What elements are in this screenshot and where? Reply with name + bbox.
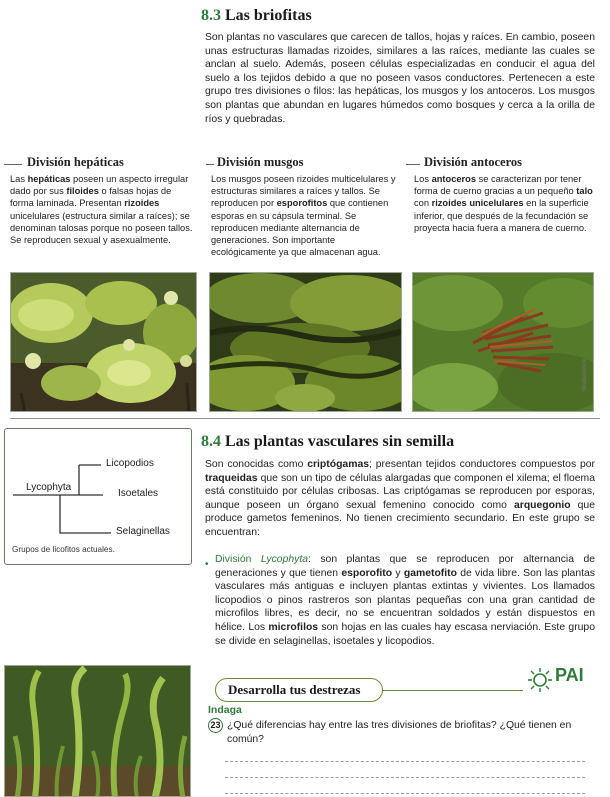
answer-line-1[interactable] <box>225 748 585 762</box>
section-number: 8.3 <box>201 7 221 24</box>
briofitas-paragraph: Son plantas no vasculares que carecen de tallos, hojas y raíces. En cambio, poseen unas estructuras llamadas rizoides, similares a las raíces, mediante las cuales se anclan al suelo. Además, poseen células especializadas en conducir el agua del suelo a los tejidos debido a que no poseen vasos conductores. Pertenecen a este grupo tres divisiones o filos: las hepáticas, los musgos y los antoceros. Los musgos son plantas que abundan en lugares húmedos como bosques y cerca a la orilla de ríos y quebradas. <box>205 32 595 125</box>
antoceros-heading-rule <box>406 157 602 171</box>
hepaticas-heading: División hepáticas <box>27 155 124 169</box>
skills-sub: Indaga <box>208 704 242 716</box>
lycophyta-photo <box>4 665 191 797</box>
musgos-photo <box>209 272 402 412</box>
section-title-text: Las plantas vasculares sin semilla <box>225 433 455 450</box>
antoceros-photo <box>412 272 594 412</box>
lycophyta-diagram <box>4 428 192 565</box>
answer-line-2[interactable] <box>225 764 585 778</box>
antoceros-text: Los antoceros se caracterizan por tener forma de cuerno gracias a un pequeño talo con rizoides unicelulares en la superficie inferior, que después de la fecundación se proyecta hacia fuera a manera de cuerno. <box>414 174 593 233</box>
section-number: 8.4 <box>201 433 221 450</box>
tree-root-label: Lycophyta <box>26 482 72 493</box>
tree-leaf-licopodios: Licopodios <box>106 458 154 469</box>
antoceros-heading: División antoceros <box>424 155 523 169</box>
sun-icon <box>527 667 553 693</box>
question-number: 23 <box>208 718 223 733</box>
photo-credit: Shutterstock <box>582 358 588 392</box>
skills-heading: Desarrolla tus destrezas <box>228 682 361 697</box>
musgos-heading-rule <box>206 157 396 171</box>
musgos-text: Los musgos poseen rizoides multicelulares y estructuras similares a raíces y tallos. Se reproducen por esporofitos que contienen esporas en su cápsula terminal. Se reproducen mediante alternancia de generaciones. Son importante ecológicamente ya que almacenan agua. <box>211 174 396 258</box>
hepaticas-text: Las hepáticas poseen un aspecto irregular dado por sus filoides o falsas hojas de forma laminada. Presentan rizoides unicelulares (estructura similar a raíces); se denominan talosas porque no poseen tallos. Se reproducen sexual y asexualmente. <box>10 174 193 246</box>
hepaticas-heading-rule <box>4 157 192 171</box>
skills-heading-line <box>383 690 523 691</box>
section-8-3-title <box>201 7 312 25</box>
lycophyta-bullet: División Lycophyta: son plantas que se reproducen por alternancia de generaciones y que tienen esporofito y gametofito de vida libre. Son las plantas vasculares más antiguas e incluyen plantas extintas y vivientes. Los llamados licopodios o pinos rastreros son plantas pequeñas con una gran cantidad de microfilos libres, es decir, no se encuentran soldados y están dispuestos en hélice. Los microfilos son hojas en las cuales hay escasa nerviación. Este grupo se divide en selaginellas, isoetales y licopodios. <box>215 554 595 647</box>
answer-line-3[interactable] <box>225 780 585 794</box>
pai-logo-text: PAI <box>555 665 584 685</box>
vasculares-paragraph: Son conocidas como criptógamas; presentan tejidos conductores compuestos por traqueidas que son un tipo de células alargadas que componen el xilema; el floema está constituido por células cribosas. Las criptógamas se reproducen por esporas, aunque poseen un órgano sexual femenino conocido como arquegonio que produce gametos femeninos. No tienen crecimiento secundario. En este grupo se encuentran: <box>205 459 595 538</box>
section-title-text: Las briofitas <box>225 7 312 24</box>
tree-caption: Grupos de licofitos actuales. <box>12 545 115 554</box>
skills-frame <box>205 678 595 797</box>
photos-divider <box>10 418 600 419</box>
section-8-4-title <box>201 433 454 451</box>
question-text: ¿Qué diferencias hay entre las tres divisiones de briofitas? ¿Qué tienen en común? <box>227 720 572 745</box>
musgos-heading: División musgos <box>217 155 304 169</box>
tree-leaf-isoetales: Isoetales <box>118 488 159 499</box>
bullet-dot: • <box>205 559 209 570</box>
pai-logo <box>527 665 597 695</box>
tree-leaf-selaginellas: Selaginellas <box>116 526 170 537</box>
hepaticas-photo <box>10 272 197 412</box>
